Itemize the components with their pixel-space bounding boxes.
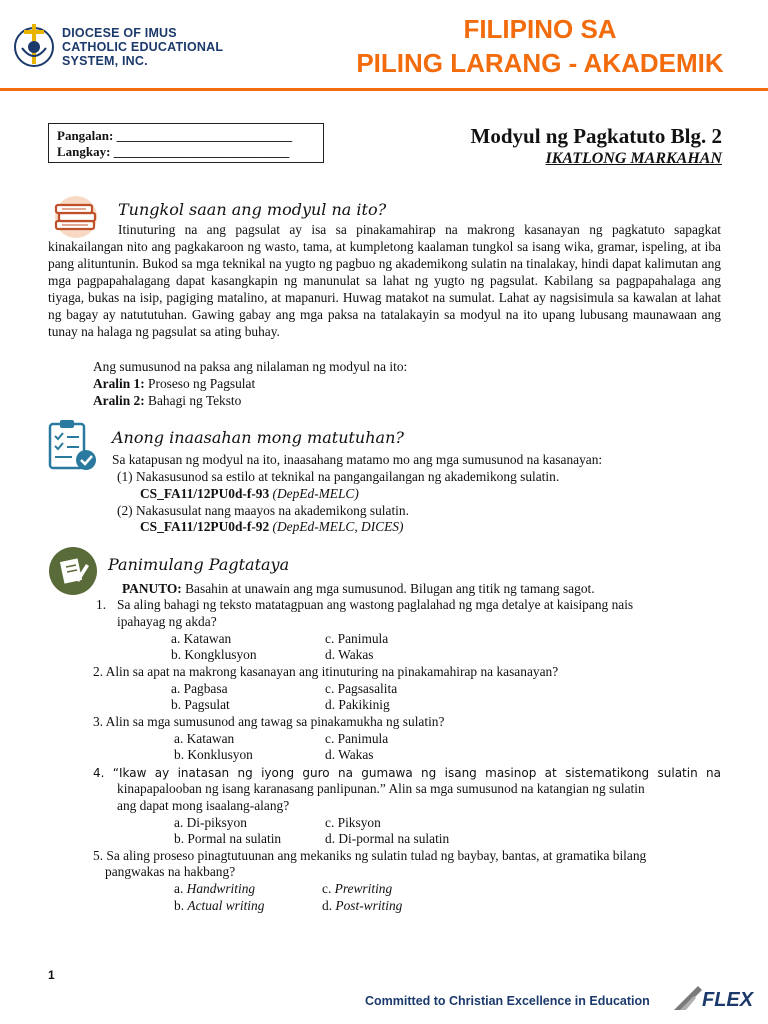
lesson-1 xyxy=(93,375,255,392)
choice-text: Prewriting xyxy=(334,881,393,896)
choice[interactable]: a. Katawan xyxy=(171,631,232,646)
choice[interactable]: c. Panimula xyxy=(325,631,389,646)
question-text: 5. Sa aling proseso pinagtutuunan ang mekaniks ng sulatin tulad ng baybay, bantas, at gramatika bilang xyxy=(93,848,647,863)
competency-ref: (DepEd-MELC) xyxy=(269,486,359,501)
instructions-label: PANUTO: xyxy=(122,581,182,596)
choice[interactable]: d. Wakas xyxy=(325,647,374,662)
choice[interactable]: c. Pagsasalita xyxy=(325,681,398,696)
contents-intro: Ang sumusunod na paksa ang nilalaman ng modyul na ito: xyxy=(93,359,408,374)
choice-letter: d. xyxy=(322,898,333,913)
lesson-1-title: Proseso ng Pagsulat xyxy=(144,376,256,391)
question-number: 1. xyxy=(96,597,107,612)
choice[interactable]: c. Panimula xyxy=(325,731,389,746)
choice[interactable]: a. Katawan xyxy=(174,731,235,746)
org-line: SYSTEM, INC. xyxy=(62,54,148,68)
footer-motto: Committed to Christian Excellence in Education xyxy=(365,994,650,1008)
choice-text: Post-writing xyxy=(335,898,403,913)
pencil-paper-icon xyxy=(48,546,98,596)
name-field[interactable]: Pangalan: ___________________________ xyxy=(57,128,293,143)
choice-text: Actual writing xyxy=(187,898,265,913)
instructions-text: Basahin at unawain ang mga sumusunod. Bilugan ang titik ng tamang sagot. xyxy=(181,581,595,596)
choice[interactable]: b. Pormal na sulatin xyxy=(174,831,282,846)
question-text: ipahayag ng akda? xyxy=(117,614,217,629)
organization-name xyxy=(62,26,223,68)
choice[interactable]: d. Di-pormal na sulatin xyxy=(325,831,450,846)
objective-text: Nakasusulat nang maayos na akademikong sulatin. xyxy=(135,503,409,518)
question-text: 4. “Ikaw ay inatasan ng iyong guro na gumawa ng isang masinop at sistematikong sulatin na xyxy=(93,766,721,780)
objectives-heading: Anong inaasahan mong matutuhan? xyxy=(112,428,404,447)
choice[interactable]: b. Konklusyon xyxy=(174,747,253,762)
quarter-label: IKATLONG MARKAHAN xyxy=(545,150,722,167)
choice[interactable]: c. Piksyon xyxy=(325,815,381,830)
choice[interactable]: a. Di-piksyon xyxy=(174,815,247,830)
competency-code: CS_FA11/12PU0d-f-92 xyxy=(140,519,270,534)
instructions xyxy=(122,580,595,597)
header-divider xyxy=(0,88,768,91)
choice[interactable] xyxy=(322,898,402,914)
question-text: pangwakas na hakbang? xyxy=(105,864,236,879)
lesson-2 xyxy=(93,392,241,409)
section-field[interactable]: Langkay: ___________________________ xyxy=(57,144,290,159)
diocese-logo xyxy=(12,20,56,70)
flex-logo xyxy=(672,980,756,1014)
question-text: kinapapalooban ng isang karanasang panlipunan.” Alin sa mga sumusunod na katangian ng sulatin xyxy=(117,781,645,796)
subject-title-line1: FILIPINO SA xyxy=(463,14,617,44)
lesson-2-title: Bahagi ng Teksto xyxy=(144,393,242,408)
about-heading: Tungkol saan ang modyul na ito? xyxy=(118,200,387,219)
competency-ref: (DepEd-MELC, DICES) xyxy=(269,519,404,534)
clipboard-check-icon xyxy=(46,418,98,472)
objective-number: (1) xyxy=(117,469,133,484)
choice-letter: b. xyxy=(174,898,185,913)
choice[interactable] xyxy=(174,881,255,897)
flex-logo-text: FLEX xyxy=(702,989,754,1011)
choice[interactable]: b. Kongklusyon xyxy=(171,647,257,662)
question-text: ang dapat mong isaalang-alang? xyxy=(117,798,290,813)
module-title: Modyul ng Pagkatuto Blg. 2 xyxy=(470,124,722,148)
choice-letter: c. xyxy=(322,881,332,896)
org-line: CATHOLIC EDUCATIONAL xyxy=(62,40,224,54)
objective-number: (2) xyxy=(117,503,133,518)
about-paragraph: Itinuturing na ang pagsulat ay isa sa pinakamahirap na makrong kasanayan ng pagkatuto sapagkat kinakailangan nito ang pagkakaroon ng wasto, tama, at kumpletong kaalaman tungkol sa isang wika, gramar, ispeling, at iba pang alituntunin. Bukod sa mga teknikal na yugto ng pagbuo ng akademikong sulatin na tinalakay, hindi dapat kalimutan ang mga pagpapahalagang dapat kasangkapin ng manunulat sa lahat ng yugto ng pagsulat. Kabilang sa pagpapahalaga ang tiyaga, bukas na isip, pagiging matalino, at mapanuri. Huwag matakot na sumulat. Lahat ay nagsisimula sa kawalan at lahat ng bagay ay natututuhan. Gawing gabay ang mga paksa na tatalakayin sa modyul na ito upang lubusang maunawaan ang tunay na halaga ng pagsulat sa ating buhay. xyxy=(48,222,721,339)
choice[interactable]: b. Pagsulat xyxy=(171,697,230,712)
objective-code-line xyxy=(140,485,359,502)
subject-title-line2: PILING LARANG - AKADEMIK xyxy=(356,48,724,78)
org-line: DIOCESE OF IMUS xyxy=(62,26,177,40)
choice[interactable] xyxy=(174,898,264,914)
pretest-heading: Panimulang Pagtataya xyxy=(108,555,290,574)
competency-code: CS_FA11/12PU0d-f-93 xyxy=(140,486,270,501)
lesson-1-label: Aralin 1: xyxy=(93,376,145,391)
question-text: Sa aling bahagi ng teksto matatagpuan ang wastong paglalahad ng mga detalye at kaisipang nais xyxy=(117,597,634,612)
objective-code-line xyxy=(140,518,403,535)
choice[interactable]: a. Pagbasa xyxy=(171,681,228,696)
lesson-2-label: Aralin 2: xyxy=(93,393,145,408)
page-number: 1 xyxy=(48,968,55,982)
question-text: 3. Alin sa mga sumusunod ang tawag sa pinakamukha ng sulatin? xyxy=(93,714,445,729)
objectives-intro: Sa katapusan ng modyul na ito, inaasahang matamo mo ang mga sumusunod na kasanayan: xyxy=(112,452,603,467)
choice-text: Handwriting xyxy=(186,881,256,896)
choice[interactable]: d. Pakikinig xyxy=(325,697,390,712)
choice-letter: a. xyxy=(174,881,184,896)
objective-item xyxy=(117,468,559,485)
choice[interactable]: d. Wakas xyxy=(325,747,374,762)
choice[interactable] xyxy=(322,881,392,897)
student-info-box xyxy=(48,123,324,163)
question-text: 2. Alin sa apat na makrong kasanayan ang itinuturing na pinakamahirap na kasanayan? xyxy=(93,664,559,679)
objective-item xyxy=(117,502,409,519)
objective-text: Nakasusunod sa estilo at teknikal na pangangailangan ng akademikong sulatin. xyxy=(135,469,560,484)
